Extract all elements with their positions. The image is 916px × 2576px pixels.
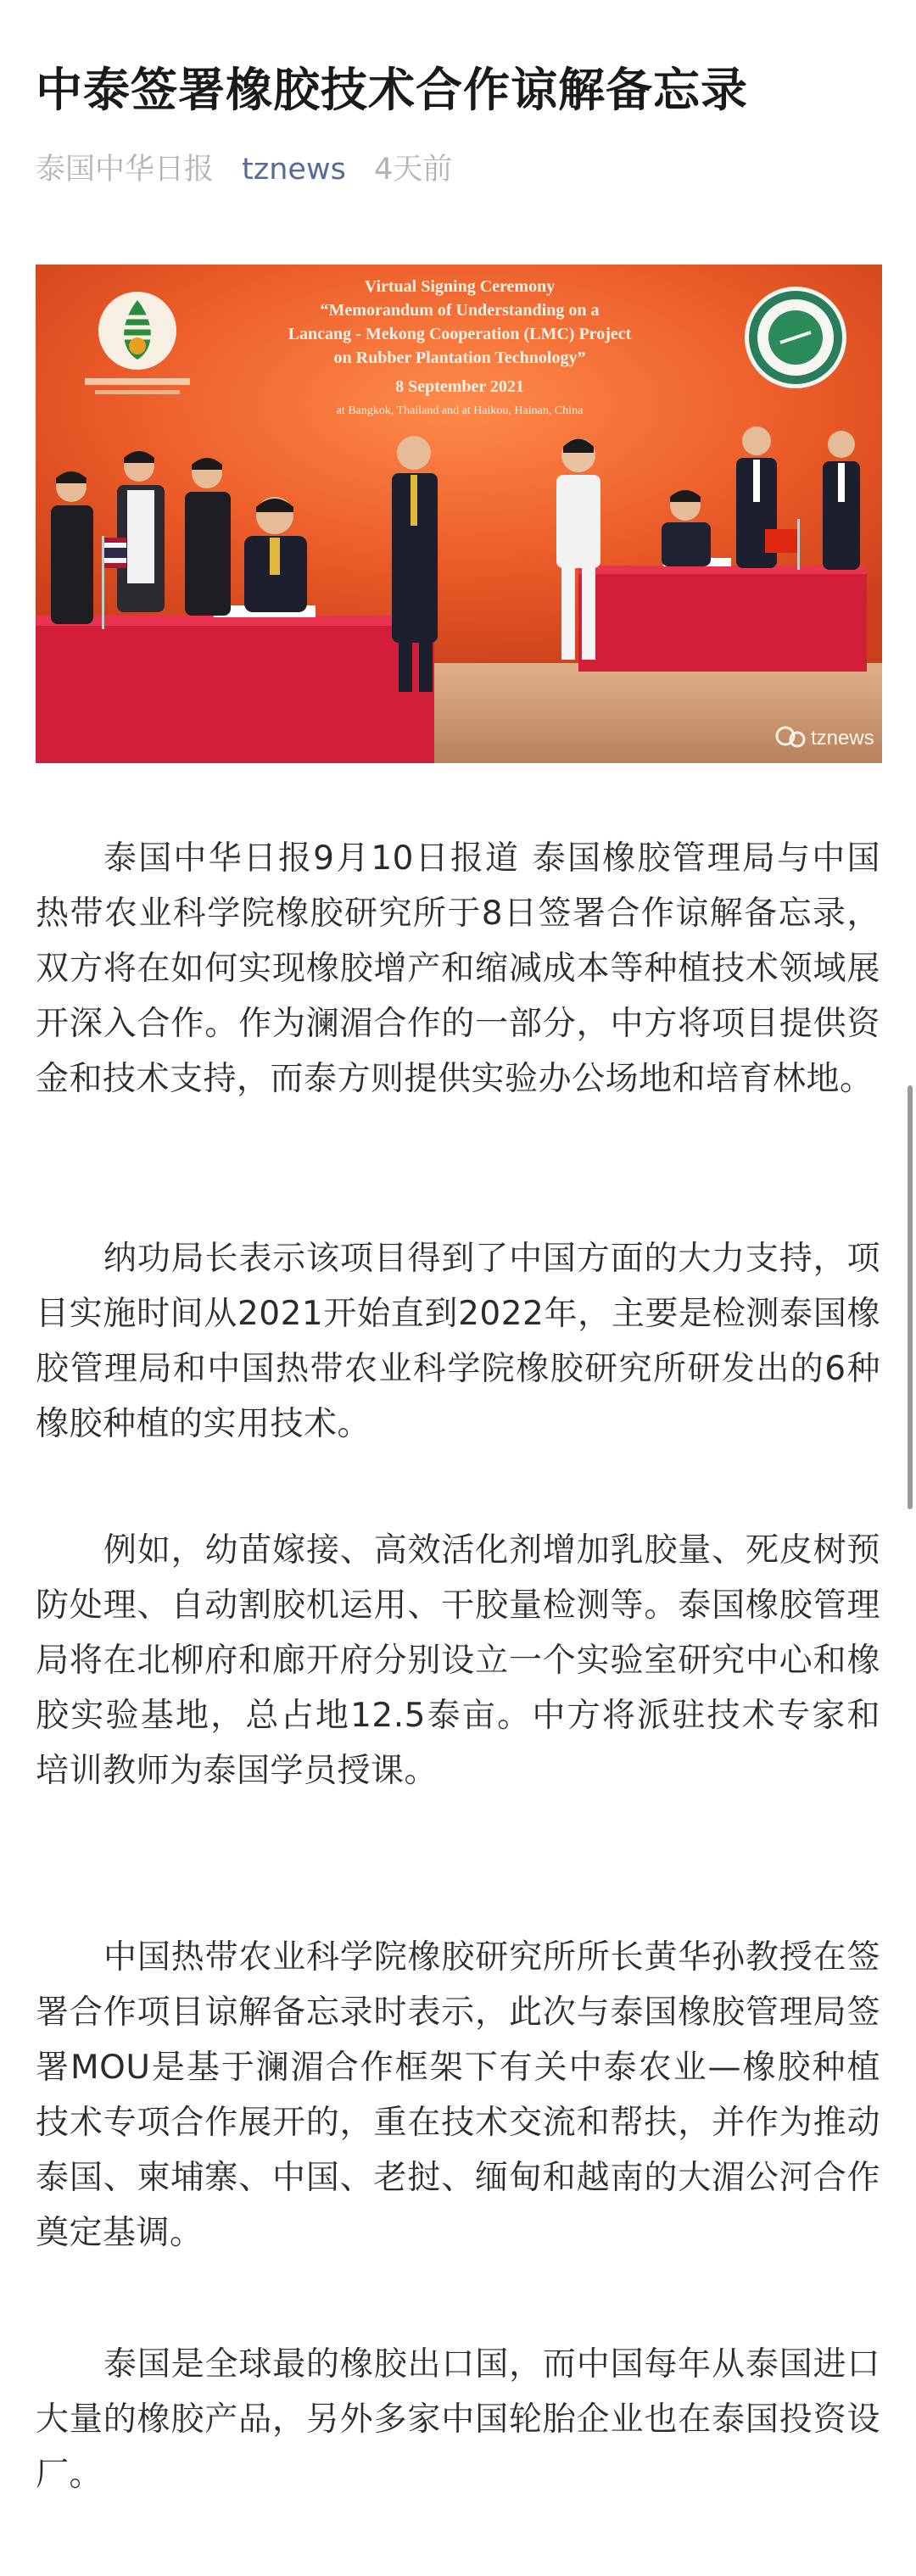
paragraph-5: 泰国是全球最的橡胶出口国，而中国每年从泰国进口大量的橡胶产品，另外多家中国轮胎企业也在泰国投资设厂。 [36, 2345, 880, 2494]
thailand-signing-table [36, 605, 434, 763]
article-photo[interactable] [36, 265, 882, 763]
banner-line-2: “Memorandum of Understanding on a [320, 301, 600, 320]
banner-place: at Bangkok, Thailand and at Haikou, Hainan, China [336, 404, 584, 417]
banner-line-3: Lancang - Mekong Cooperation (LMC) Project [288, 325, 632, 343]
banner-date: 8 September 2021 [395, 377, 524, 396]
paragraph-2: 纳功局长表示该项目得到了中国方面的大力支持，项目实施时间从2021开始直到2022年，主要是检测泰国橡胶管理局和中国热带农业科学院橡胶研究所研发出的6种橡胶种植的实用技术。 [36, 1240, 880, 1443]
paragraph-1: 泰国中华日报9月10日报道 泰国橡胶管理局与中国热带农业科学院橡胶研究所于8日签署合作谅解备忘录，双方将在如何实现橡胶增产和缩减成本等种植技术领域展开深入合作。作为澜湄合作的一部分，中方将项目提供资金和技术支持，而泰方则提供实验办公场地和培育林地。 [36, 839, 880, 1098]
account-link[interactable]: tznews [242, 153, 346, 187]
paragraph-4: 中国热带农业科学院橡胶研究所所长黄华孙教授在签署合作项目谅解备忘录时表示，此次与泰国橡胶管理局签署MOU是基于澜湄合作框架下有关中泰农业—橡胶种植技术专项合作展开的，重在技术交流和帮扶，并作为推动泰国、柬埔寨、中国、老挝、缅甸和越南的大湄公河合作奠定基调。 [36, 1938, 880, 2252]
article-title: 中泰签署橡胶技术合作谅解备忘录 [36, 63, 749, 117]
china-signing-table [578, 558, 867, 672]
article-meta [36, 149, 452, 190]
banner-line-4: on Rubber Plantation Technology” [333, 348, 586, 367]
source-name: 泰国中华日报 [36, 153, 215, 187]
catas-logo [745, 287, 846, 388]
publish-time: 4天前 [373, 153, 453, 187]
paragraph-3: 例如，幼苗嫁接、高效活化剂增加乳胶量、死皮树预防处理、自动割胶机运用、干胶量检测等。泰国橡胶管理局将在北柳府和廊开府分别设立一个实验室研究中心和橡胶实验基地，总占地12.5泰亩。中方将派驻技术专家和培训教师为泰国学员授课。 [36, 1531, 880, 1790]
signing-ceremony-photo [36, 265, 882, 763]
scrollbar[interactable] [908, 1085, 913, 1509]
banner-line-1: Virtual Signing Ceremony [364, 277, 556, 296]
watermark-text: tznews [811, 727, 874, 750]
